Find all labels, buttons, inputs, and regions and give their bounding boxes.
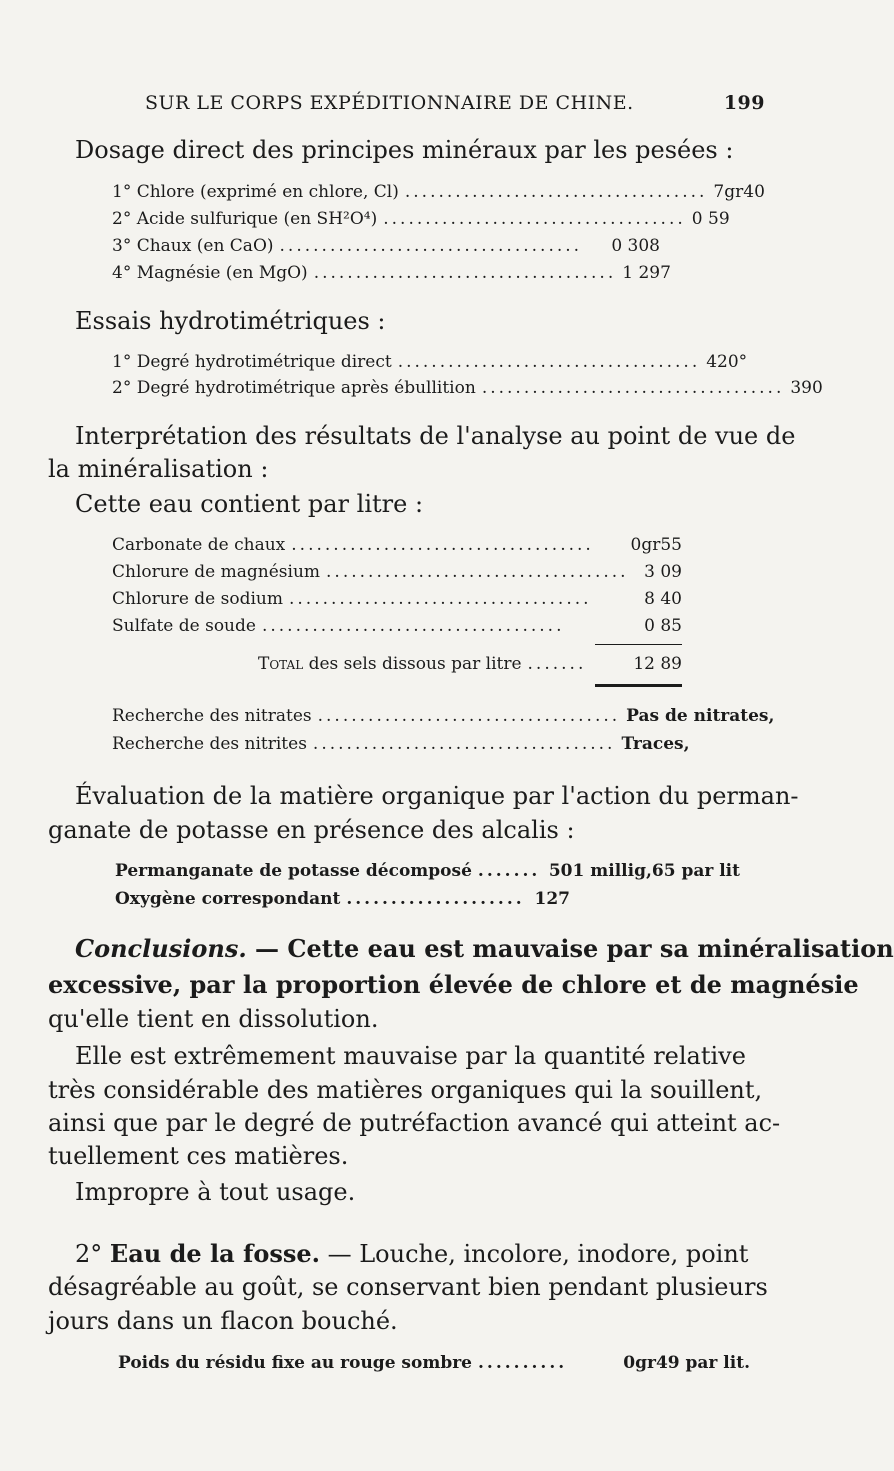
hydro-heading: Essais hydrotimétriques : (75, 307, 386, 335)
salt-row: Chlorure de magnésium .................................... 3 09 (112, 562, 682, 582)
dosage-row: 2° Acide sulfurique (en SH²O⁴) .................................... 0 59 (112, 209, 730, 229)
fosse-line1: 2° Eau de la fosse. — Louche, incolore, inodore, point (75, 1239, 749, 1268)
dosage-row: 4° Magnésie (en MgO) .................................... 1 297 (112, 263, 671, 283)
fosse-line2: désagréable au goût, se conservant bien pendant plusieurs (48, 1273, 768, 1301)
page-number: 199 (723, 92, 765, 114)
para2-line3: ainsi que par le degré de putréfaction avancé qui atteint ac- (48, 1109, 781, 1137)
para2-line1: Elle est extrêmement mauvaise par la quantité relative (75, 1042, 746, 1070)
dosage-row: 1° Chlore (exprimé en chlore, Cl) .................................... 7gr40 (112, 182, 765, 202)
evaluation-line2: ganate de potasse en présence des alcalis : (48, 816, 575, 844)
running-header (145, 92, 765, 114)
conclusions-line3: qu'elle tient en dissolution. (48, 1005, 379, 1033)
evaluation-row: Permanganate de potasse décomposé ....... 501 millig,65 par lit (115, 861, 740, 881)
total-label: Total (258, 654, 304, 674)
evaluation-line1: Évaluation de la matière organique par l'action du perman- (75, 782, 799, 810)
hydro-row: 1° Degré hydrotimétrique direct .................................... 420° (112, 352, 748, 372)
conclusions-lead: Conclusions. (75, 934, 247, 963)
salt-row: Chlorure de sodium .................................... 8 40 (112, 589, 682, 609)
para2-line4: tuellement ces matières. (48, 1142, 349, 1170)
header-title: SUR LE CORPS EXPÉDITIONNAIRE DE CHINE. (145, 92, 634, 114)
interp-line1: Interprétation des résultats de l'analyse au point de vue de (75, 422, 796, 450)
total-row: Total des sels dissous par litre ....... 12 89 (258, 654, 682, 674)
conclusions-line2: excessive, par la proportion élevée de chlore et de magnésie (48, 970, 859, 999)
fosse-title: Eau de la fosse. (109, 1239, 320, 1268)
recherche-row: Recherche des nitrites .................................... Traces, (112, 734, 690, 754)
dosage-row: 3° Chaux (en CaO) .................................... 0 308 (112, 236, 660, 256)
total-rule (595, 684, 682, 687)
dosage-heading: Dosage direct des principes minéraux par les pesées : (75, 136, 734, 164)
salt-row: Sulfate de soude .................................... 0 85 (112, 616, 682, 636)
hydro-row: 2° Degré hydrotimétrique après ébullition .................................... 390 (112, 378, 823, 398)
fosse-line3: jours dans un flacon bouché. (48, 1307, 398, 1335)
evaluation-row: Oxygène correspondant .................... 127 (115, 889, 570, 909)
recherche-row: Recherche des nitrates .................................... Pas de nitrates, (112, 706, 775, 726)
residu-row: Poids du résidu fixe au rouge sombre .......... 0gr49 par lit. (118, 1353, 750, 1373)
total-value: 12 89 (633, 654, 682, 674)
interp-line3: Cette eau contient par litre : (75, 490, 424, 518)
para2-line2: très considérable des matières organiques qui la souillent, (48, 1076, 763, 1104)
conclusions-line1: Conclusions. — Cette eau est mauvaise par sa minéralisation (75, 934, 894, 963)
sum-rule (595, 644, 682, 645)
para3: Impropre à tout usage. (75, 1178, 356, 1206)
salt-row: Carbonate de chaux .................................... 0gr55 (112, 535, 682, 555)
interp-line2: la minéralisation : (48, 455, 269, 483)
